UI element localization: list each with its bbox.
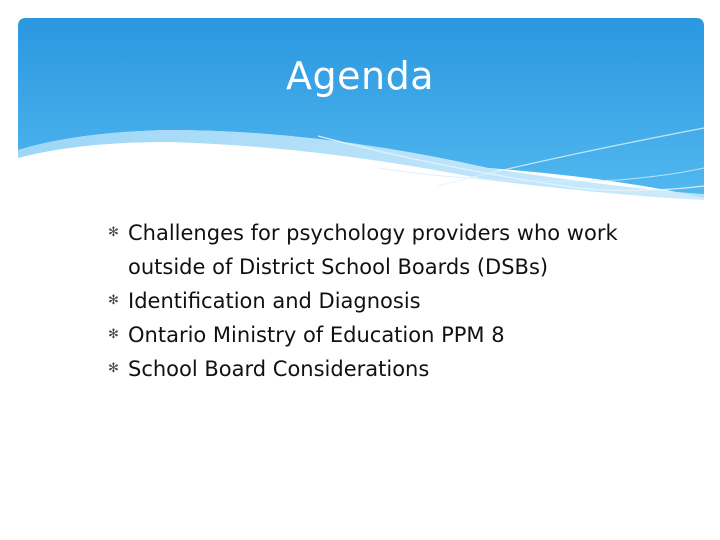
list-item (108, 284, 688, 318)
list-item (108, 216, 688, 284)
list-item-text: Identification and Diagnosis (128, 289, 421, 313)
agenda-list (108, 216, 688, 386)
asterisk-bullet-icon: ✻ (108, 225, 119, 240)
list-item-text: Ontario Ministry of Education PPM 8 (128, 323, 505, 347)
asterisk-bullet-icon: ✻ (108, 361, 119, 376)
slide-title: Agenda (286, 54, 434, 98)
title-banner (18, 18, 704, 202)
list-item-text: School Board Considerations (128, 357, 430, 381)
asterisk-bullet-icon: ✻ (108, 327, 119, 342)
banner-graphic (18, 18, 704, 202)
list-item-text: Challenges for psychology providers who work outside of District School Boards (DSBs) (128, 221, 618, 279)
list-item (108, 318, 688, 352)
list-item (108, 352, 688, 386)
asterisk-bullet-icon: ✻ (108, 293, 119, 308)
